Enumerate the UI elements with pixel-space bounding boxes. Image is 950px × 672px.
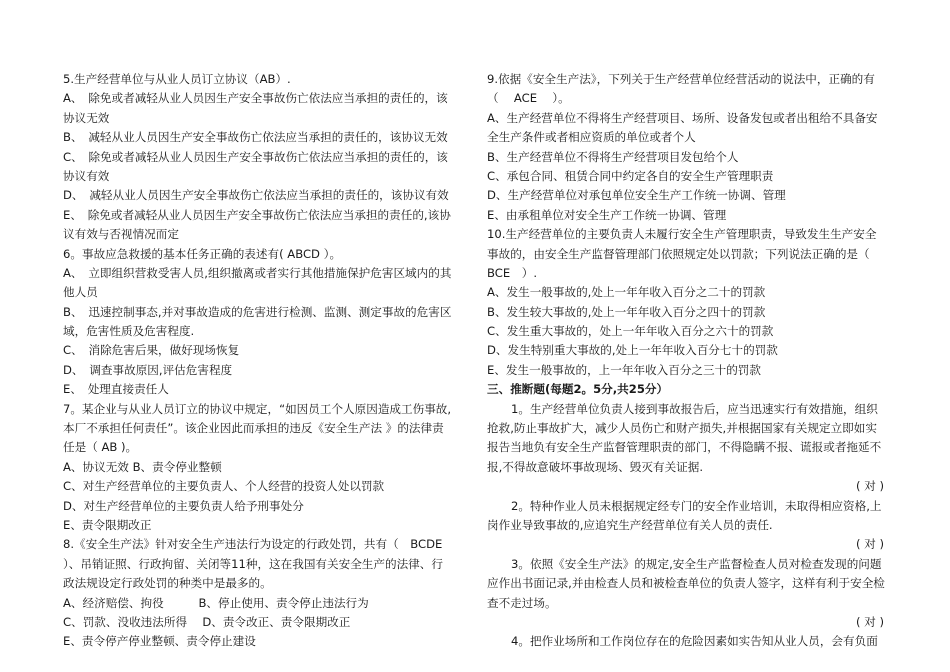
text-line: B、生产经营单位不得将生产经营项目发包给个人: [487, 149, 739, 164]
text-line: 8.《安全生产法》针对安全生产违法行为设定的行政处罚，共有（ BCDE: [63, 537, 443, 552]
text-line: A、协议无效 B、责令停业整顿: [63, 459, 222, 474]
text-line: 本厂不承担任何责任”。该企业因此而承担的违反《安全生产法 》的法律责: [63, 421, 444, 436]
judgement-list: [487, 400, 888, 652]
text-line: 协议无效: [63, 110, 110, 125]
judgement-item: 4。把作业场所和工作岗位存在的危险因素如实告知从业人员，会有负面: [511, 634, 878, 649]
section-heading: 三、推断题(每题2。5分,共25分）: [487, 382, 669, 397]
judgement-answer: ( 对 ): [855, 615, 884, 630]
text-line: A、经济赔偿、拘役 B、停止使用、责令停止违法行为: [63, 595, 369, 610]
text-line: C、罚款、没收违法所得 D、责令改正、责令限期改正: [63, 614, 351, 629]
judgement-item: 1。生产经营单位负责人接到事故报告后，应当迅速实行有效措施，组织抢救,防止事故扩大，减少人员伤亡和财产损失,并根据国家有关规定立即如实报告当地负有安全生产监督管理职责的部门，不得隐瞒不报、谎报或者拖延不报,不得故意破坏事故现场、毁灭有关证据.: [487, 401, 882, 474]
text-line: 他人员: [63, 285, 98, 300]
text-line: D、 减轻从业人员因生产安全事故伤亡依法应当承担的责任的，该协议有效: [63, 188, 449, 203]
text-line: C、 消除危害后果，做好现场恢复: [63, 343, 240, 358]
text-line: 10.生产经营单位的主要负责人未履行安全生产管理职责，导致发生生产安全: [487, 227, 877, 242]
text-line: C、发生重大事故的，处上一年年收入百分之六十的罚款: [487, 324, 774, 339]
text-line: 7。某企业与从业人员订立的协议中规定，“如因员工个人原因造成工伤事故,: [63, 401, 452, 416]
text-line: A、 除免或者减轻从业人员因生产安全事故伤亡依法应当承担的责任的，该: [63, 91, 448, 106]
text-line: E、责令停产停业整顿、责令停止建设: [63, 634, 256, 649]
text-line: B、发生较大事故的,处上一年年收入百分之四十的罚款: [487, 304, 766, 319]
judgement-item: 3。依照《安全生产法》的规定,安全生产监督检查人员对检查发现的问题应作出书面记录,并由检查人员和被检查单位的负责人签字，这样有利于安全检查不走过场。: [487, 556, 885, 610]
text-line: BCE ）.: [487, 265, 538, 280]
text-line: A、生产经营单位不得将生产经营项目、场所、设备发包或者出租给不具备安: [487, 110, 878, 125]
text-line: ）、吊销证照、行政拘留、关闭等11种，这在我国有关安全生产的法律、行: [63, 556, 443, 571]
text-line: E、责令限期改正: [63, 517, 152, 532]
text-line: E、 处理直接责任人: [63, 382, 169, 397]
text-line: D、发生特别重大事故的,处上一年年收入百分七十的罚款: [487, 343, 778, 358]
right-column: [487, 70, 888, 652]
text-line: 全生产条件或者相应资质的单位或者个人: [487, 130, 696, 145]
text-line: E、由承租单位对安全生产工作统一协调、管理: [487, 207, 727, 222]
text-line: 9.依据《安全生产法》，下列关于生产经营单位经营活动的说法中，正确的有: [487, 72, 875, 86]
text-line: 议有效与否视情况而定: [63, 227, 179, 242]
text-line: 政法规设定行政处罚的种类中是最多的。: [63, 576, 272, 591]
text-line: D、生产经营单位对承包单位安全生产工作统一协调、管理: [487, 188, 786, 203]
text-line: D、 调查事故原因,评估危害程度: [63, 362, 233, 377]
text-line: （ ACE ）。: [487, 91, 570, 106]
text-line: 5.生产经营单位与从业人员订立协议（AB）.: [63, 72, 291, 86]
text-line: B、 减轻从业人员因生产安全事故伤亡依法应当承担的责任的，该协议无效: [63, 130, 448, 145]
text-line: 域，危害性质及危害程度.: [63, 324, 195, 339]
judgement-answer: ( 对 ): [855, 479, 884, 494]
judgement-answer: ( 对 ): [855, 537, 884, 552]
text-line: C、对生产经营单位的主要负责人、个人经营的投资人处以罚款: [63, 479, 385, 494]
text-line: 事故的，由安全生产监督管理部门依照规定处以罚款；下列说法正确的是（: [487, 246, 870, 261]
text-line: E、发生一般事故的，上一年年收入百分之三十的罚款: [487, 362, 761, 377]
text-line: D、对生产经营单位的主要负责人给予刑事处分: [63, 498, 304, 513]
text-line: A、发生一般事故的,处上一年年收入百分之二十的罚款: [487, 285, 766, 300]
text-line: A、 立即组织营救受害人员,组织撤离或者实行其他措施保护危害区域内的其: [63, 265, 452, 280]
text-line: C、 除免或者减轻从业人员因生产安全事故伤亡依法应当承担的责任的，该: [63, 149, 448, 164]
right-choice-lines: [487, 70, 888, 380]
left-column: [63, 70, 469, 652]
text-line: E、 除免或者减轻从业人员因生产安全事故伤亡依法应当承担的责任的,该协: [63, 207, 451, 222]
text-line: C、承包合同、租赁合同中约定各自的安全生产管理职责: [487, 168, 774, 183]
text-line: 6。事故应急救援的基本任务正确的表述有( ABCD ）。: [63, 246, 342, 261]
judgement-item: 2。特种作业人员未根据规定经专门的安全作业培训，未取得相应资格,上岗作业导致事故的,应追究生产经营单位有关人员的责任.: [487, 498, 882, 533]
text-line: B、 迅速控制事态,并对事故造成的危害进行检测、监测、测定事故的危害区: [63, 304, 452, 319]
text-line: 协议有效: [63, 168, 110, 183]
text-line: 任是（ AB )。: [63, 440, 138, 455]
